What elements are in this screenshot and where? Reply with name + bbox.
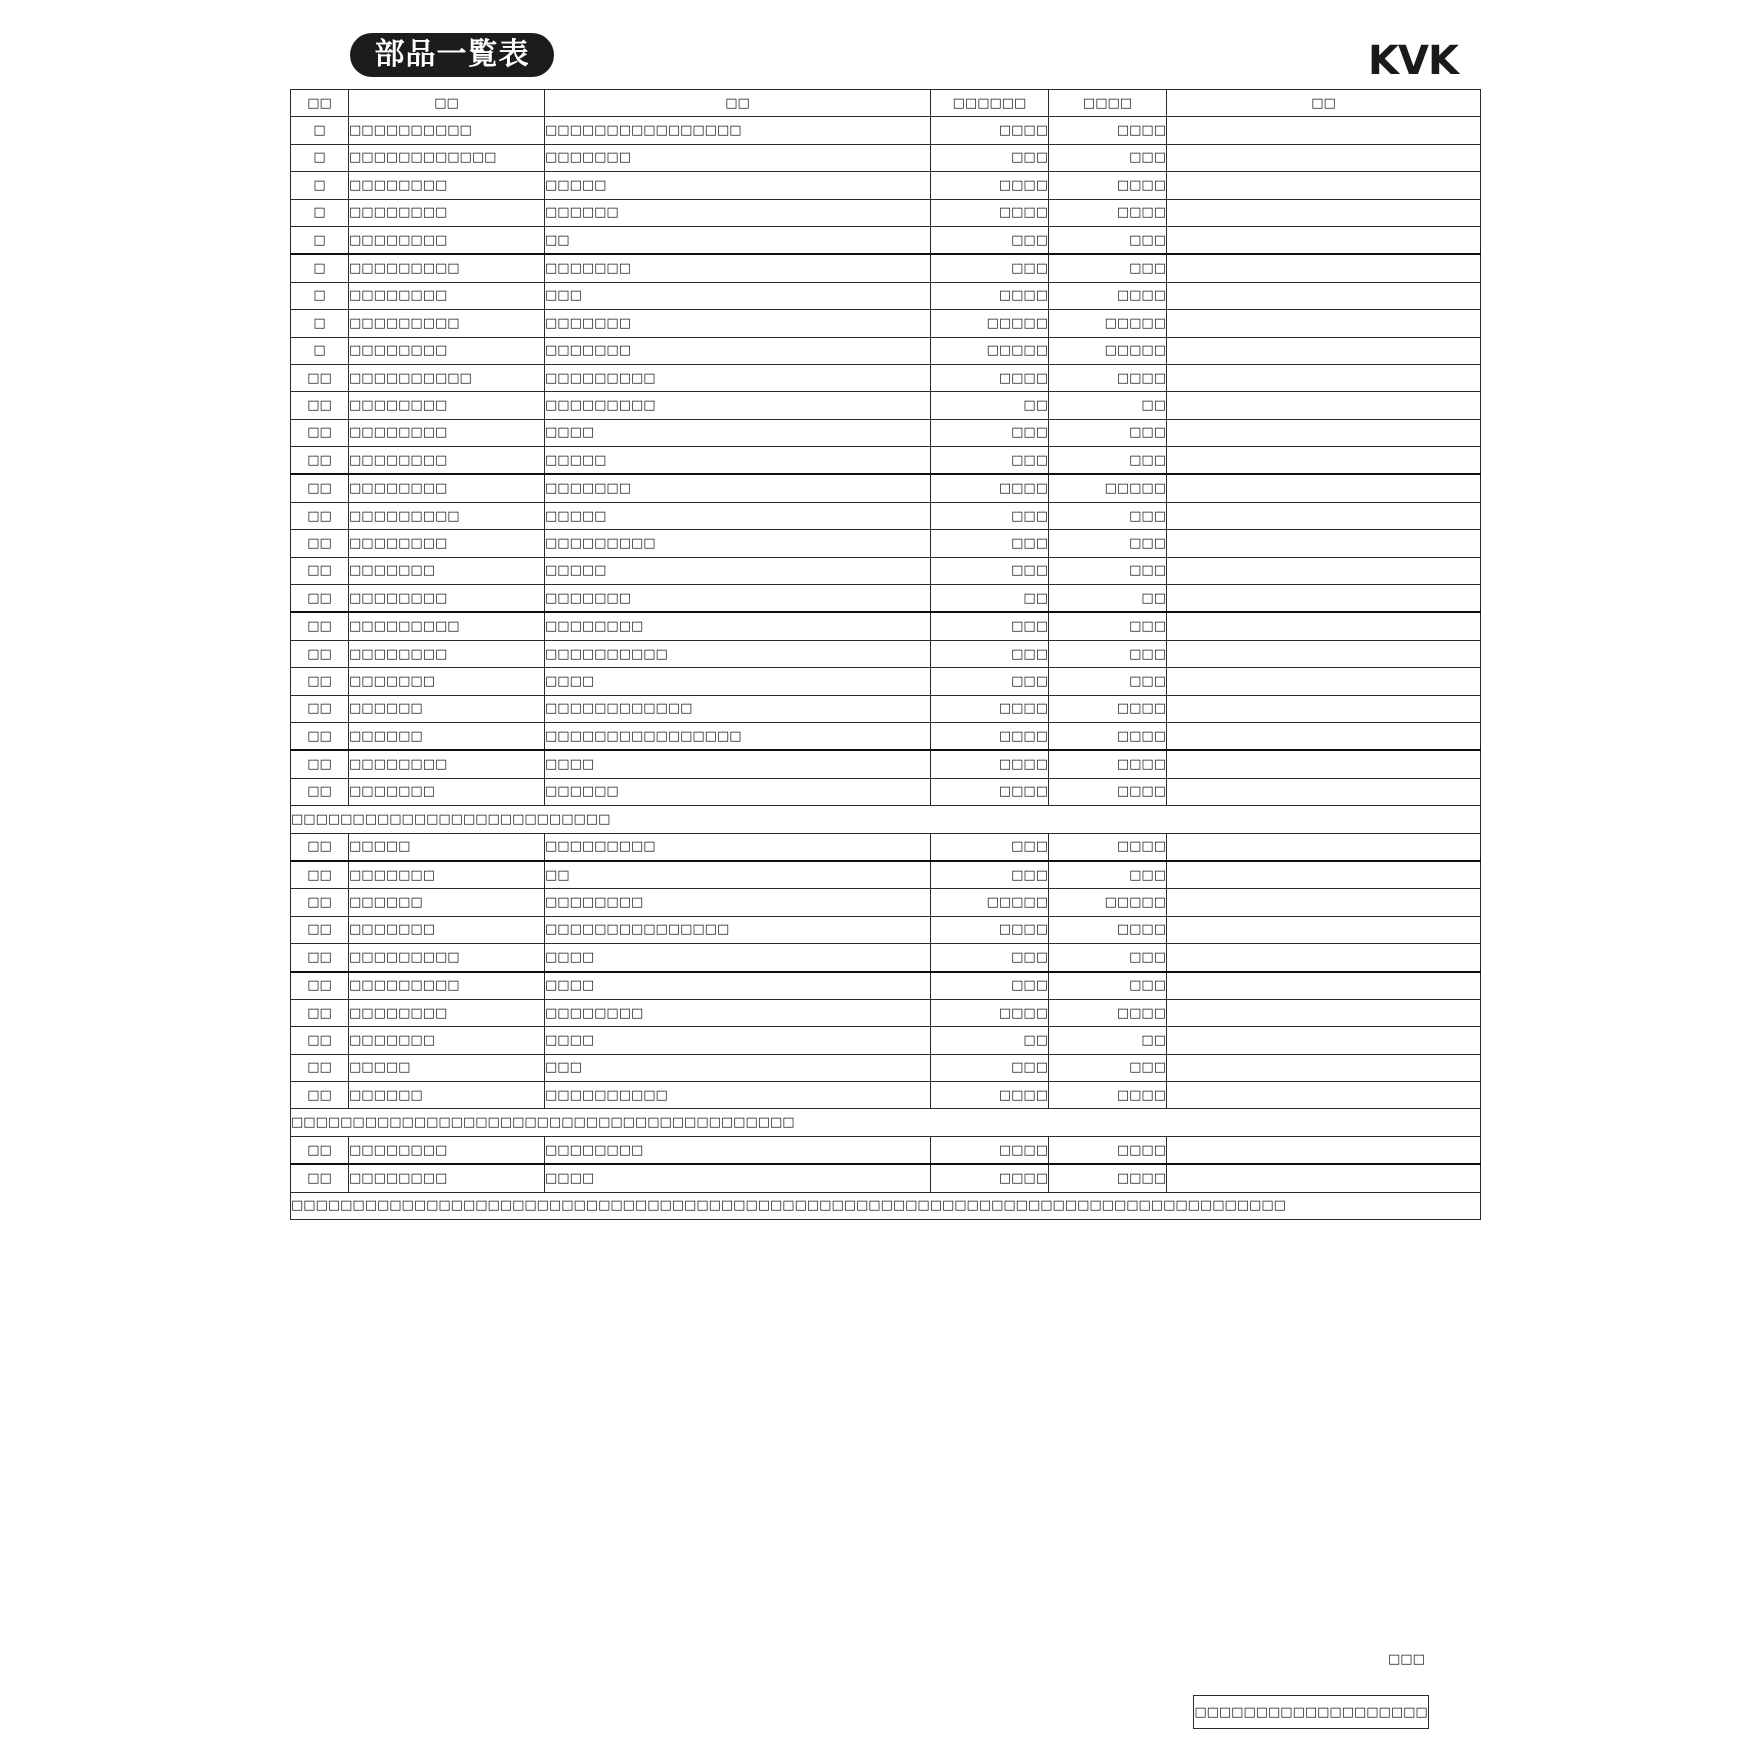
- price-1: □□: [931, 392, 1049, 419]
- price-1: □□□□: [931, 999, 1049, 1026]
- table-row: [291, 999, 1481, 1026]
- part-code: □□□□□□□□: [349, 1136, 545, 1164]
- part-code: □□□□□□□: [349, 778, 545, 805]
- note: [1167, 944, 1481, 972]
- price-2: □□□: [1049, 419, 1167, 446]
- part-code: □□□□□□□: [349, 557, 545, 584]
- price-2: □□: [1049, 585, 1167, 613]
- note: [1167, 695, 1481, 722]
- part-name: □□□□: [545, 1164, 931, 1192]
- document-number-box: □□□□□□□□□□□□□□□□□□□: [1193, 1695, 1429, 1729]
- note: [1167, 310, 1481, 337]
- part-code: □□□□□□□□□: [349, 612, 545, 640]
- price-2: □□□□: [1049, 916, 1167, 943]
- note: [1167, 640, 1481, 667]
- note: [1167, 612, 1481, 640]
- part-code: □□□□□□□□: [349, 530, 545, 557]
- price-1: □□□□: [931, 722, 1049, 750]
- price-2: □□□□: [1049, 364, 1167, 391]
- part-code: □□□□□□□□: [349, 640, 545, 667]
- table-row: [291, 172, 1481, 199]
- note: [1167, 337, 1481, 364]
- table-row: [291, 861, 1481, 889]
- note: [1167, 778, 1481, 805]
- table-row: [291, 530, 1481, 557]
- part-name: □□□: [545, 282, 931, 309]
- row-number: □□: [291, 750, 349, 778]
- price-2: □□□□: [1049, 172, 1167, 199]
- row-number: □□: [291, 585, 349, 613]
- part-name: □□□□□□□: [545, 337, 931, 364]
- table-row: [291, 944, 1481, 972]
- note: [1167, 916, 1481, 943]
- row-number: □□: [291, 530, 349, 557]
- row-number: □□: [291, 640, 349, 667]
- table-row: [291, 585, 1481, 613]
- table-row: [291, 916, 1481, 943]
- row-number: □: [291, 310, 349, 337]
- table-row: [291, 364, 1481, 391]
- price-1: □□□□: [931, 695, 1049, 722]
- note: [1167, 668, 1481, 695]
- price-1: □□□□□: [931, 310, 1049, 337]
- part-name: □□□□: [545, 750, 931, 778]
- note: [1167, 392, 1481, 419]
- price-1: □□□: [931, 254, 1049, 282]
- footer-code: □□□: [1388, 1652, 1425, 1667]
- note: [1167, 889, 1481, 916]
- row-number: □□: [291, 474, 349, 502]
- price-2: □□□: [1049, 254, 1167, 282]
- note: [1167, 172, 1481, 199]
- row-number: □□: [291, 1164, 349, 1192]
- price-1: □□: [931, 585, 1049, 613]
- price-1: □□□: [931, 640, 1049, 667]
- note: [1167, 1027, 1481, 1054]
- price-2: □□□□: [1049, 750, 1167, 778]
- price-1: □□□: [931, 944, 1049, 972]
- note: [1167, 117, 1481, 144]
- price-2: □□□□: [1049, 722, 1167, 750]
- kvk-logo: KVK: [1368, 38, 1458, 84]
- part-name: □□□□□□□□□: [545, 530, 931, 557]
- row-number: □□: [291, 833, 349, 861]
- part-name: □□□□□□□□□□□□□□□: [545, 916, 931, 943]
- table-row: [291, 1027, 1481, 1054]
- table-row: [291, 474, 1481, 502]
- section-label: □□□□□□□□□□□□□□□□□□□□□□□□□□: [291, 806, 1481, 833]
- part-name: □□□□: [545, 944, 931, 972]
- part-code: □□□□□□□□□: [349, 944, 545, 972]
- price-1: □□□□: [931, 1164, 1049, 1192]
- price-2: □□□: [1049, 944, 1167, 972]
- part-name: □□□□□: [545, 502, 931, 529]
- part-name: □□: [545, 226, 931, 254]
- note: [1167, 833, 1481, 861]
- part-code: □□□□□□□□: [349, 1164, 545, 1192]
- part-code: □□□□□□□□: [349, 392, 545, 419]
- note: [1167, 226, 1481, 254]
- part-name: □□□□□□□: [545, 144, 931, 171]
- section-row: [291, 1192, 1481, 1219]
- section-row: [291, 806, 1481, 833]
- price-1: □□□□: [931, 364, 1049, 391]
- price-1: □□□□: [931, 199, 1049, 226]
- table-header-row: [291, 90, 1481, 117]
- part-code: □□□□□□□: [349, 668, 545, 695]
- part-code: □□□□□□□□: [349, 999, 545, 1026]
- note: [1167, 1054, 1481, 1081]
- table-row: [291, 972, 1481, 1000]
- price-1: □□□: [931, 668, 1049, 695]
- row-number: □□: [291, 1082, 349, 1109]
- row-number: □□: [291, 972, 349, 1000]
- part-code: □□□□□□□□□□: [349, 117, 545, 144]
- price-1: □□□: [931, 861, 1049, 889]
- table-row: [291, 668, 1481, 695]
- price-2: □□□: [1049, 502, 1167, 529]
- header-price-1: □□□□□□: [931, 90, 1049, 117]
- table-row: [291, 282, 1481, 309]
- part-code: □□□□□□□□: [349, 474, 545, 502]
- row-number: □□: [291, 1027, 349, 1054]
- row-number: □: [291, 199, 349, 226]
- table-row: [291, 889, 1481, 916]
- row-number: □□: [291, 364, 349, 391]
- table-row: [291, 778, 1481, 805]
- part-code: □□□□□□□□□□□□: [349, 144, 545, 171]
- table-row: [291, 254, 1481, 282]
- header-price-2: □□□□: [1049, 90, 1167, 117]
- table-body: [291, 117, 1481, 1220]
- price-1: □□□□□: [931, 337, 1049, 364]
- part-name: □□□□□□□: [545, 254, 931, 282]
- part-name: □□□□□□: [545, 199, 931, 226]
- part-code: □□□□□□□□□: [349, 254, 545, 282]
- row-number: □□: [291, 1054, 349, 1081]
- section-label: □□□□□□□□□□□□□□□□□□□□□□□□□□□□□□□□□□□□□□□□□□□□□□□□□□□□□□□□□□□□□□□□□□□□□□□□□□□□□□□□□: [291, 1192, 1481, 1219]
- price-2: □□□: [1049, 972, 1167, 1000]
- price-1: □□□: [931, 530, 1049, 557]
- part-name: □□: [545, 861, 931, 889]
- part-name: □□□□: [545, 1027, 931, 1054]
- table-row: [291, 750, 1481, 778]
- note: [1167, 254, 1481, 282]
- row-number: □□: [291, 889, 349, 916]
- table-row: [291, 1082, 1481, 1109]
- header-no: □□: [291, 90, 349, 117]
- price-1: □□□: [931, 144, 1049, 171]
- part-name: □□□□: [545, 972, 931, 1000]
- row-number: □□: [291, 695, 349, 722]
- part-code: □□□□□□□□: [349, 447, 545, 475]
- part-name: □□□□□□□□: [545, 999, 931, 1026]
- part-name: □□□□□: [545, 557, 931, 584]
- price-2: □□□: [1049, 226, 1167, 254]
- note: [1167, 447, 1481, 475]
- part-name: □□□□□: [545, 447, 931, 475]
- table-row: [291, 144, 1481, 171]
- note: [1167, 530, 1481, 557]
- part-code: □□□□□□□□: [349, 226, 545, 254]
- header-name: □□: [545, 90, 931, 117]
- price-2: □□□□: [1049, 1082, 1167, 1109]
- row-number: □□: [291, 999, 349, 1026]
- note: [1167, 999, 1481, 1026]
- row-number: □□: [291, 778, 349, 805]
- part-name: □□□□□□□□□: [545, 833, 931, 861]
- part-name: □□□□□□: [545, 778, 931, 805]
- row-number: □□: [291, 722, 349, 750]
- row-number: □□: [291, 392, 349, 419]
- part-code: □□□□□□: [349, 1082, 545, 1109]
- row-number: □□: [291, 419, 349, 446]
- price-1: □□□□□: [931, 889, 1049, 916]
- part-name: □□□□: [545, 419, 931, 446]
- part-code: □□□□□□□□□: [349, 310, 545, 337]
- price-2: □□□: [1049, 668, 1167, 695]
- table-row: [291, 310, 1481, 337]
- part-name: □□□□□□□□□: [545, 392, 931, 419]
- price-1: □□□□: [931, 1082, 1049, 1109]
- note: [1167, 722, 1481, 750]
- page-title: 部品一覧表: [350, 33, 554, 77]
- table-row: [291, 640, 1481, 667]
- note: [1167, 474, 1481, 502]
- part-code: □□□□□□□□: [349, 337, 545, 364]
- price-2: □□□□: [1049, 282, 1167, 309]
- note: [1167, 1164, 1481, 1192]
- price-1: □□□: [931, 1054, 1049, 1081]
- row-number: □: [291, 172, 349, 199]
- table-row: [291, 1136, 1481, 1164]
- part-name: □□□□□□□□□□: [545, 640, 931, 667]
- price-1: □□□: [931, 447, 1049, 475]
- note: [1167, 502, 1481, 529]
- table-row: [291, 557, 1481, 584]
- price-2: □□□: [1049, 530, 1167, 557]
- row-number: □□: [291, 557, 349, 584]
- part-name: □□□□□□□□□□□□□□□□: [545, 722, 931, 750]
- price-1: □□□: [931, 612, 1049, 640]
- price-1: □□□□: [931, 916, 1049, 943]
- price-1: □□□□: [931, 172, 1049, 199]
- part-name: □□□□□□□□: [545, 612, 931, 640]
- part-code: □□□□□□□□□: [349, 502, 545, 529]
- section-row: [291, 1109, 1481, 1136]
- part-name: □□□□□□□□: [545, 889, 931, 916]
- price-1: □□□□: [931, 778, 1049, 805]
- part-code: □□□□□: [349, 1054, 545, 1081]
- note: [1167, 364, 1481, 391]
- table-row: [291, 1054, 1481, 1081]
- part-code: □□□□□: [349, 833, 545, 861]
- price-2: □□□□: [1049, 199, 1167, 226]
- row-number: □□: [291, 944, 349, 972]
- row-number: □□: [291, 668, 349, 695]
- note: [1167, 1082, 1481, 1109]
- part-code: □□□□□□□□: [349, 282, 545, 309]
- price-2: □□□: [1049, 144, 1167, 171]
- price-1: □□□: [931, 502, 1049, 529]
- price-1: □□: [931, 1027, 1049, 1054]
- price-1: □□□: [931, 419, 1049, 446]
- price-2: □□□□□: [1049, 337, 1167, 364]
- price-1: □□□□: [931, 750, 1049, 778]
- price-2: □□□□: [1049, 1164, 1167, 1192]
- part-code: □□□□□□□□: [349, 172, 545, 199]
- table-row: [291, 392, 1481, 419]
- price-1: □□□: [931, 972, 1049, 1000]
- price-2: □□□: [1049, 640, 1167, 667]
- part-name: □□□□□□□□□□□□□□□□: [545, 117, 931, 144]
- row-number: □: [291, 144, 349, 171]
- price-2: □□□□: [1049, 778, 1167, 805]
- row-number: □□: [291, 502, 349, 529]
- note: [1167, 557, 1481, 584]
- price-2: □□: [1049, 1027, 1167, 1054]
- price-2: □□□□: [1049, 695, 1167, 722]
- section-label: □□□□□□□□□□□□□□□□□□□□□□□□□□□□□□□□□□□□□□□□□: [291, 1109, 1481, 1136]
- price-1: □□□□: [931, 474, 1049, 502]
- table-row: [291, 695, 1481, 722]
- part-code: □□□□□□□□□: [349, 972, 545, 1000]
- parts-table: [290, 89, 1481, 1220]
- part-name: □□□□□□□□□□: [545, 1082, 931, 1109]
- part-code: □□□□□□□: [349, 1027, 545, 1054]
- row-number: □: [291, 117, 349, 144]
- part-code: □□□□□□: [349, 722, 545, 750]
- row-number: □□: [291, 1136, 349, 1164]
- price-1: □□□□: [931, 117, 1049, 144]
- table-row: [291, 722, 1481, 750]
- note: [1167, 419, 1481, 446]
- note: [1167, 972, 1481, 1000]
- table-row: [291, 199, 1481, 226]
- price-2: □□□: [1049, 447, 1167, 475]
- part-name: □□□□□: [545, 172, 931, 199]
- price-2: □□□□: [1049, 117, 1167, 144]
- table-row: [291, 1164, 1481, 1192]
- price-2: □□□: [1049, 612, 1167, 640]
- price-2: □□: [1049, 392, 1167, 419]
- part-code: □□□□□□□□: [349, 750, 545, 778]
- price-1: □□□□: [931, 282, 1049, 309]
- price-2: □□□□: [1049, 1136, 1167, 1164]
- row-number: □□: [291, 447, 349, 475]
- table-row: [291, 419, 1481, 446]
- row-number: □: [291, 282, 349, 309]
- header-code: □□: [349, 90, 545, 117]
- part-name: □□□□: [545, 668, 931, 695]
- part-code: □□□□□□□□: [349, 585, 545, 613]
- price-1: □□□: [931, 557, 1049, 584]
- row-number: □□: [291, 916, 349, 943]
- row-number: □: [291, 226, 349, 254]
- row-number: □□: [291, 612, 349, 640]
- note: [1167, 199, 1481, 226]
- price-1: □□□□: [931, 1136, 1049, 1164]
- note: [1167, 144, 1481, 171]
- part-code: □□□□□□□□: [349, 419, 545, 446]
- price-2: □□□: [1049, 1054, 1167, 1081]
- part-code: □□□□□□□: [349, 916, 545, 943]
- table-row: [291, 117, 1481, 144]
- row-number: □: [291, 254, 349, 282]
- part-name: □□□□□□□: [545, 310, 931, 337]
- table-row: [291, 337, 1481, 364]
- price-1: □□□: [931, 833, 1049, 861]
- table-row: [291, 226, 1481, 254]
- part-code: □□□□□□: [349, 695, 545, 722]
- row-number: □□: [291, 861, 349, 889]
- part-name: □□□□□□□□: [545, 1136, 931, 1164]
- price-2: □□□□□: [1049, 889, 1167, 916]
- part-name: □□□□□□□: [545, 474, 931, 502]
- price-2: □□□□□: [1049, 310, 1167, 337]
- table-row: [291, 502, 1481, 529]
- row-number: □: [291, 337, 349, 364]
- part-code: □□□□□□□: [349, 861, 545, 889]
- note: [1167, 750, 1481, 778]
- part-name: □□□□□□□□□□□□: [545, 695, 931, 722]
- note: [1167, 585, 1481, 613]
- part-name: □□□□□□□: [545, 585, 931, 613]
- price-2: □□□□: [1049, 999, 1167, 1026]
- price-2: □□□: [1049, 557, 1167, 584]
- table-row: [291, 833, 1481, 861]
- note: [1167, 1136, 1481, 1164]
- note: [1167, 861, 1481, 889]
- part-name: □□□□□□□□□: [545, 364, 931, 391]
- table-row: [291, 447, 1481, 475]
- part-code: □□□□□□: [349, 889, 545, 916]
- table-row: [291, 612, 1481, 640]
- part-code: □□□□□□□□□□: [349, 364, 545, 391]
- price-2: □□□□: [1049, 833, 1167, 861]
- part-code: □□□□□□□□: [349, 199, 545, 226]
- part-name: □□□: [545, 1054, 931, 1081]
- price-1: □□□: [931, 226, 1049, 254]
- note: [1167, 282, 1481, 309]
- header-note: □□: [1167, 90, 1481, 117]
- price-2: □□□: [1049, 861, 1167, 889]
- price-2: □□□□□: [1049, 474, 1167, 502]
